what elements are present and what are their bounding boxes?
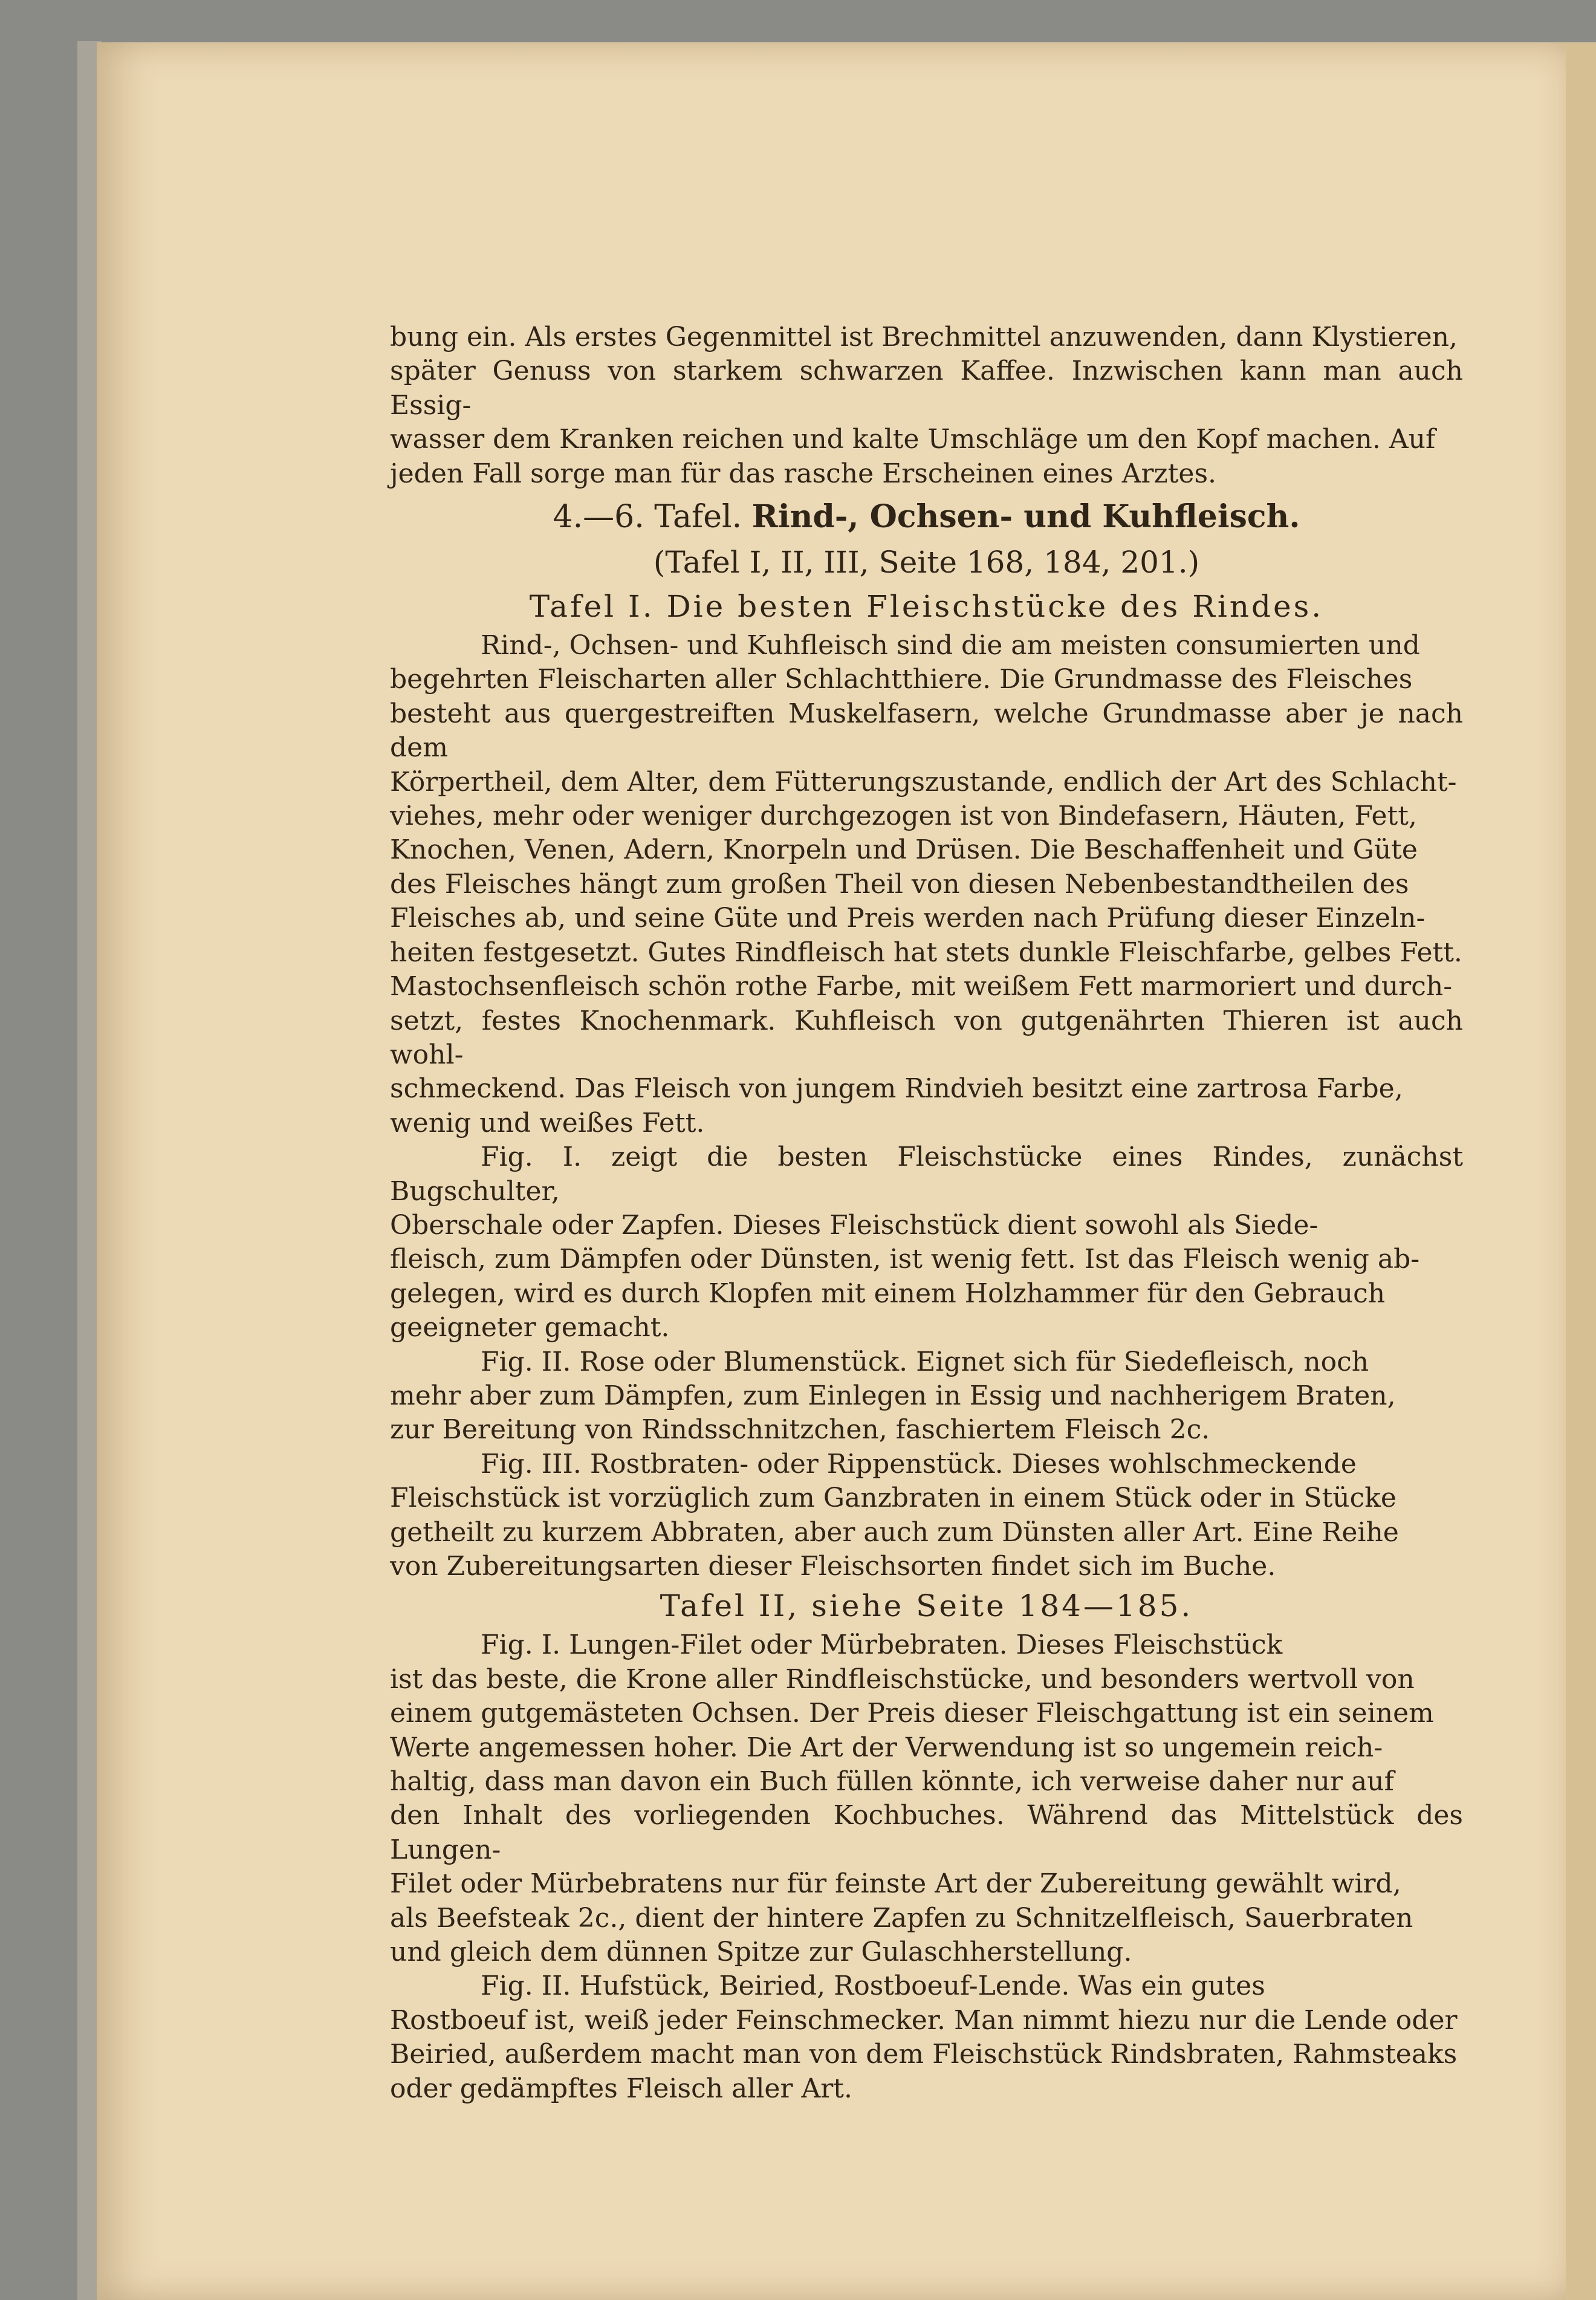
text-line: bung ein. Als erstes Gegenmittel ist Brechmittel anzuwenden, dann Klystieren, [390,322,1458,352]
text-line: Oberschale oder Zapfen. Dieses Fleischstück dient sowohl als Siede- [390,1209,1319,1241]
text-line: schmeckend. Das Fleisch von jungem Rindvieh besitzt eine zartrosa Farbe, [390,1073,1403,1105]
text-line: oder gedämpftes Fleisch aller Art. [390,2073,852,2104]
text-line: setzt, festes Knochenmark. Kuhfleisch von gutgenährten Thieren ist auch wohl- [390,1005,1463,1070]
text-line: jeden Fall sorge man für das rasche Erscheinen eines Arztes. [390,458,1217,489]
tafel1-fig3 [390,1447,1463,1584]
section-heading-tafel2: Tafel II, siehe Seite 184—185. [660,1588,1193,1624]
text-line: Filet oder Mürbebratens nur für feinste Art der Zubereitung gewählt wird, [390,1868,1401,1900]
text-line: begehrten Fleischarten aller Schlachtthiere. Die Grundmasse des Fleisches [390,664,1413,695]
text-line: Fig. III. Rostbraten- oder Rippenstück. Dieses wohlschmeckende [481,1448,1357,1480]
text-line: mehr aber zum Dämpfen, zum Einlegen in Essig und nachherigem Braten, [390,1380,1396,1411]
text-line: Mastochsenfleisch schön rothe Farbe, mit weißem Fett marmoriert und durch- [390,971,1453,1002]
tafel2-fig1 [390,1628,1463,1969]
text-line: besteht aus quergestreiften Muskelfasern, welche Grundmasse aber je nach dem [390,698,1463,764]
tafel1-intro [390,629,1463,1140]
text-line: Körpertheil, dem Alter, dem Fütterungszustande, endlich der Art des Schlacht- [390,766,1457,798]
text-line: ist das beste, die Krone aller Rindfleischstücke, und besonders wertvoll von [390,1663,1415,1695]
text-line: später Genuss von starkem schwarzen Kaffee. Inzwischen kann man auch Essig- [390,356,1463,421]
text-line: fleisch, zum Dämpfen oder Dünsten, ist wenig fett. Ist das Fleisch wenig ab- [390,1244,1420,1275]
intro-paragraph [390,320,1463,491]
text-line: den Inhalt des vorliegenden Kochbuches. Während das Mittelstück des Lungen- [390,1800,1463,1865]
chapter-heading [390,493,1463,541]
chapter-number: 4.—6. Tafel. [553,499,742,536]
text-line: als Beefsteak 2c., dient der hintere Zapfen zu Schnitzelfleisch, Sauerbraten [390,1902,1413,1934]
text-line: heiten festgesetzt. Gutes Rindfleisch hat stets dunkle Fleischfarbe, gelbes Fett. [390,937,1462,968]
text-line: Fleisches ab, und seine Güte und Preis werden nach Prüfung dieser Einzeln- [390,903,1426,934]
chapter-title: Rind-, Ochsen- und Kuhfleisch. [751,498,1300,536]
text-line: Rind-, Ochsen- und Kuhfleisch sind die am meisten consumierten und [481,630,1420,661]
text-line: von Zubereitungsarten dieser Fleischsorten findet sich im Buche. [390,1551,1276,1582]
text-line: haltig, dass man davon ein Buch füllen könnte, ich verweise daher nur auf [390,1766,1394,1798]
text-line: zur Bereitung von Rindsschnitzchen, faschiertem Fleisch 2c. [390,1414,1210,1446]
chapter-subheading: (Tafel I, II, III, Seite 168, 184, 201.) [653,545,1200,580]
section-heading-tafel1: Tafel I. Die besten Fleischstücke des Rindes. [529,589,1324,625]
text-line: Fig. I. zeigt die besten Fleischstücke eines Rindes, zunächst Bugschulter, [390,1142,1463,1207]
text-line: wasser dem Kranken reichen und kalte Umschläge um den Kopf machen. Auf [390,424,1436,455]
text-line: des Fleisches hängt zum großen Theil von diesen Nebenbestandtheilen des [390,868,1409,900]
text-line: getheilt zu kurzem Abbraten, aber auch zum Dünsten aller Art. Eine Reihe [390,1516,1399,1548]
text-line: wenig und weißes Fett. [390,1107,705,1139]
text-line: Beiried, außerdem macht man von dem Fleischstück Rindsbraten, Rahmsteaks [390,2039,1458,2070]
text-line: Fig. II. Hufstück, Beiried, Rostboeuf-Lende. Was ein gutes [481,1970,1265,2002]
page-text [390,320,1463,2106]
text-line: Knochen, Venen, Adern, Knorpeln und Drüsen. Die Beschaffenheit und Güte [390,834,1418,866]
tafel1-fig1 [390,1140,1463,1345]
page-edge [1566,42,1596,2300]
text-line: viehes, mehr oder weniger durchgezogen ist von Bindefasern, Häuten, Fett, [390,801,1417,832]
text-line: geeigneter gemacht. [390,1312,670,1343]
tafel1-fig2 [390,1345,1463,1447]
text-line: Fleischstück ist vorzüglich zum Ganzbraten in einem Stück oder in Stücke [390,1483,1396,1514]
text-line: Rostboeuf ist, weiß jeder Feinschmecker. Man nimmt hiezu nur die Lende oder [390,2004,1458,2036]
text-line: und gleich dem dünnen Spitze zur Gulaschherstellung. [390,1937,1132,1968]
text-line: Fig. II. Rose oder Blumenstück. Eignet sich für Siedefleisch, noch [481,1346,1369,1377]
tafel2-fig2 [390,1969,1463,2106]
text-line: gelegen, wird es durch Klopfen mit einem Holzhammer für den Gebrauch [390,1278,1386,1309]
text-line: Werte angemessen hoher. Die Art der Verwendung ist so ungemein reich- [390,1732,1383,1763]
text-line: einem gutgemästeten Ochsen. Der Preis dieser Fleischgattung ist ein seinem [390,1698,1434,1729]
text-line: Fig. I. Lungen-Filet oder Mürbebraten. Dieses Fleischstück [481,1629,1283,1661]
